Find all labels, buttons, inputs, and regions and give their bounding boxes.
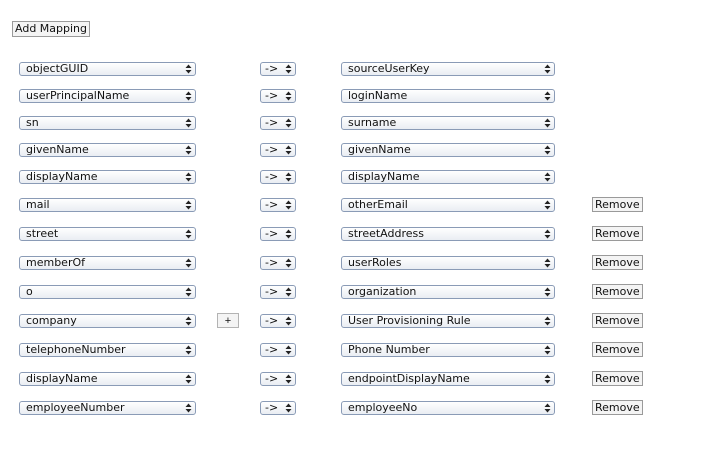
up-down-arrows-icon: [285, 316, 292, 326]
up-down-arrows-icon: [285, 172, 292, 182]
target-attribute-select-value: loginName: [348, 89, 408, 102]
source-attribute-select-value: givenName: [26, 143, 89, 156]
target-attribute-select[interactable]: [341, 116, 555, 130]
up-down-arrows-icon: [544, 172, 551, 182]
up-down-arrows-icon: [185, 287, 192, 297]
target-attribute-select-value: otherEmail: [348, 198, 408, 211]
source-attribute-select-value: displayName: [26, 372, 98, 385]
source-attribute-select[interactable]: [19, 285, 196, 299]
mapping-operator-select[interactable]: [260, 401, 296, 415]
up-down-arrows-icon: [185, 345, 192, 355]
target-attribute-select-value: endpointDisplayName: [348, 372, 470, 385]
mapping-operator-select[interactable]: [260, 89, 296, 103]
mapping-operator-select-value: ->: [265, 314, 279, 327]
up-down-arrows-icon: [185, 403, 192, 413]
target-attribute-select-value: givenName: [348, 143, 411, 156]
up-down-arrows-icon: [544, 345, 551, 355]
up-down-arrows-icon: [185, 118, 192, 128]
source-attribute-select[interactable]: [19, 227, 196, 241]
source-attribute-select-value: userPrincipalName: [26, 89, 130, 102]
mapping-operator-select[interactable]: [260, 198, 296, 212]
target-attribute-select[interactable]: [341, 89, 555, 103]
mapping-operator-select[interactable]: [260, 372, 296, 386]
up-down-arrows-icon: [185, 374, 192, 384]
source-attribute-select[interactable]: [19, 401, 196, 415]
mapping-operator-select[interactable]: [260, 314, 296, 328]
target-attribute-select-value: sourceUserKey: [348, 62, 430, 75]
source-attribute-select[interactable]: [19, 198, 196, 212]
mapping-operator-select-value: ->: [265, 256, 279, 269]
mapping-operator-select-value: ->: [265, 285, 279, 298]
mapping-operator-select-value: ->: [265, 170, 279, 183]
up-down-arrows-icon: [544, 374, 551, 384]
target-attribute-select-value: Phone Number: [348, 343, 430, 356]
mapping-operator-select-value: ->: [265, 62, 279, 75]
up-down-arrows-icon: [285, 287, 292, 297]
remove-mapping-button[interactable]: Remove: [592, 342, 643, 357]
up-down-arrows-icon: [285, 64, 292, 74]
up-down-arrows-icon: [285, 258, 292, 268]
source-attribute-select[interactable]: [19, 314, 196, 328]
up-down-arrows-icon: [285, 118, 292, 128]
target-attribute-select-value: employeeNo: [348, 401, 418, 414]
mapping-operator-select-value: ->: [265, 372, 279, 385]
up-down-arrows-icon: [544, 287, 551, 297]
target-attribute-select-value: organization: [348, 285, 417, 298]
target-attribute-select[interactable]: [341, 372, 555, 386]
up-down-arrows-icon: [185, 172, 192, 182]
add-transform-button[interactable]: +: [217, 313, 239, 328]
source-attribute-select[interactable]: [19, 89, 196, 103]
source-attribute-select-value: mail: [26, 198, 50, 211]
target-attribute-select-value: surname: [348, 116, 397, 129]
up-down-arrows-icon: [185, 64, 192, 74]
source-attribute-select-value: street: [26, 227, 59, 240]
up-down-arrows-icon: [285, 200, 292, 210]
target-attribute-select[interactable]: [341, 62, 555, 76]
target-attribute-select-value: displayName: [348, 170, 420, 183]
target-attribute-select[interactable]: [341, 343, 555, 357]
up-down-arrows-icon: [185, 145, 192, 155]
up-down-arrows-icon: [544, 91, 551, 101]
up-down-arrows-icon: [185, 200, 192, 210]
mapping-operator-select[interactable]: [260, 116, 296, 130]
source-attribute-select[interactable]: [19, 170, 196, 184]
up-down-arrows-icon: [185, 258, 192, 268]
target-attribute-select[interactable]: [341, 143, 555, 157]
source-attribute-select-value: sn: [26, 116, 39, 129]
remove-mapping-button[interactable]: Remove: [592, 226, 643, 241]
mapping-operator-select[interactable]: [260, 256, 296, 270]
up-down-arrows-icon: [285, 374, 292, 384]
mapping-operator-select[interactable]: [260, 285, 296, 299]
up-down-arrows-icon: [285, 145, 292, 155]
source-attribute-select-value: displayName: [26, 170, 98, 183]
up-down-arrows-icon: [544, 316, 551, 326]
up-down-arrows-icon: [185, 91, 192, 101]
target-attribute-select[interactable]: [341, 314, 555, 328]
mapping-operator-select[interactable]: [260, 62, 296, 76]
up-down-arrows-icon: [544, 403, 551, 413]
mapping-operator-select[interactable]: [260, 227, 296, 241]
up-down-arrows-icon: [544, 229, 551, 239]
mapping-operator-select-value: ->: [265, 343, 279, 356]
target-attribute-select[interactable]: [341, 285, 555, 299]
source-attribute-select[interactable]: [19, 116, 196, 130]
source-attribute-select[interactable]: [19, 372, 196, 386]
mapping-operator-select-value: ->: [265, 198, 279, 211]
target-attribute-select[interactable]: [341, 198, 555, 212]
up-down-arrows-icon: [285, 345, 292, 355]
target-attribute-select-value: User Provisioning Rule: [348, 314, 471, 327]
target-attribute-select[interactable]: [341, 170, 555, 184]
up-down-arrows-icon: [185, 229, 192, 239]
up-down-arrows-icon: [544, 200, 551, 210]
up-down-arrows-icon: [185, 316, 192, 326]
remove-mapping-button[interactable]: Remove: [592, 284, 643, 299]
remove-mapping-button[interactable]: Remove: [592, 371, 643, 386]
up-down-arrows-icon: [544, 258, 551, 268]
source-attribute-select-value: o: [26, 285, 33, 298]
mapping-operator-select-value: ->: [265, 89, 279, 102]
source-attribute-select-value: company: [26, 314, 77, 327]
source-attribute-select-value: memberOf: [26, 256, 86, 269]
up-down-arrows-icon: [544, 64, 551, 74]
target-attribute-select[interactable]: [341, 401, 555, 415]
up-down-arrows-icon: [285, 229, 292, 239]
mapping-operator-select[interactable]: [260, 170, 296, 184]
source-attribute-select-value: objectGUID: [26, 62, 89, 75]
target-attribute-select[interactable]: [341, 256, 555, 270]
remove-mapping-button[interactable]: Remove: [592, 197, 643, 212]
up-down-arrows-icon: [285, 403, 292, 413]
mapping-operator-select[interactable]: [260, 343, 296, 357]
remove-mapping-button[interactable]: Remove: [592, 313, 643, 328]
source-attribute-select-value: telephoneNumber: [26, 343, 126, 356]
source-attribute-select[interactable]: [19, 343, 196, 357]
target-attribute-select-value: streetAddress: [348, 227, 424, 240]
remove-mapping-button[interactable]: Remove: [592, 255, 643, 270]
up-down-arrows-icon: [544, 118, 551, 128]
source-attribute-select[interactable]: [19, 256, 196, 270]
remove-mapping-button[interactable]: Remove: [592, 400, 643, 415]
mapping-operator-select[interactable]: [260, 143, 296, 157]
target-attribute-select[interactable]: [341, 227, 555, 241]
target-attribute-select-value: userRoles: [348, 256, 402, 269]
source-attribute-select[interactable]: [19, 143, 196, 157]
source-attribute-select[interactable]: [19, 62, 196, 76]
mapping-operator-select-value: ->: [265, 116, 279, 129]
up-down-arrows-icon: [285, 91, 292, 101]
mapping-operator-select-value: ->: [265, 143, 279, 156]
up-down-arrows-icon: [544, 145, 551, 155]
mapping-operator-select-value: ->: [265, 227, 279, 240]
add-mapping-button[interactable]: Add Mapping: [12, 21, 90, 37]
source-attribute-select-value: employeeNumber: [26, 401, 125, 414]
mapping-operator-select-value: ->: [265, 401, 279, 414]
